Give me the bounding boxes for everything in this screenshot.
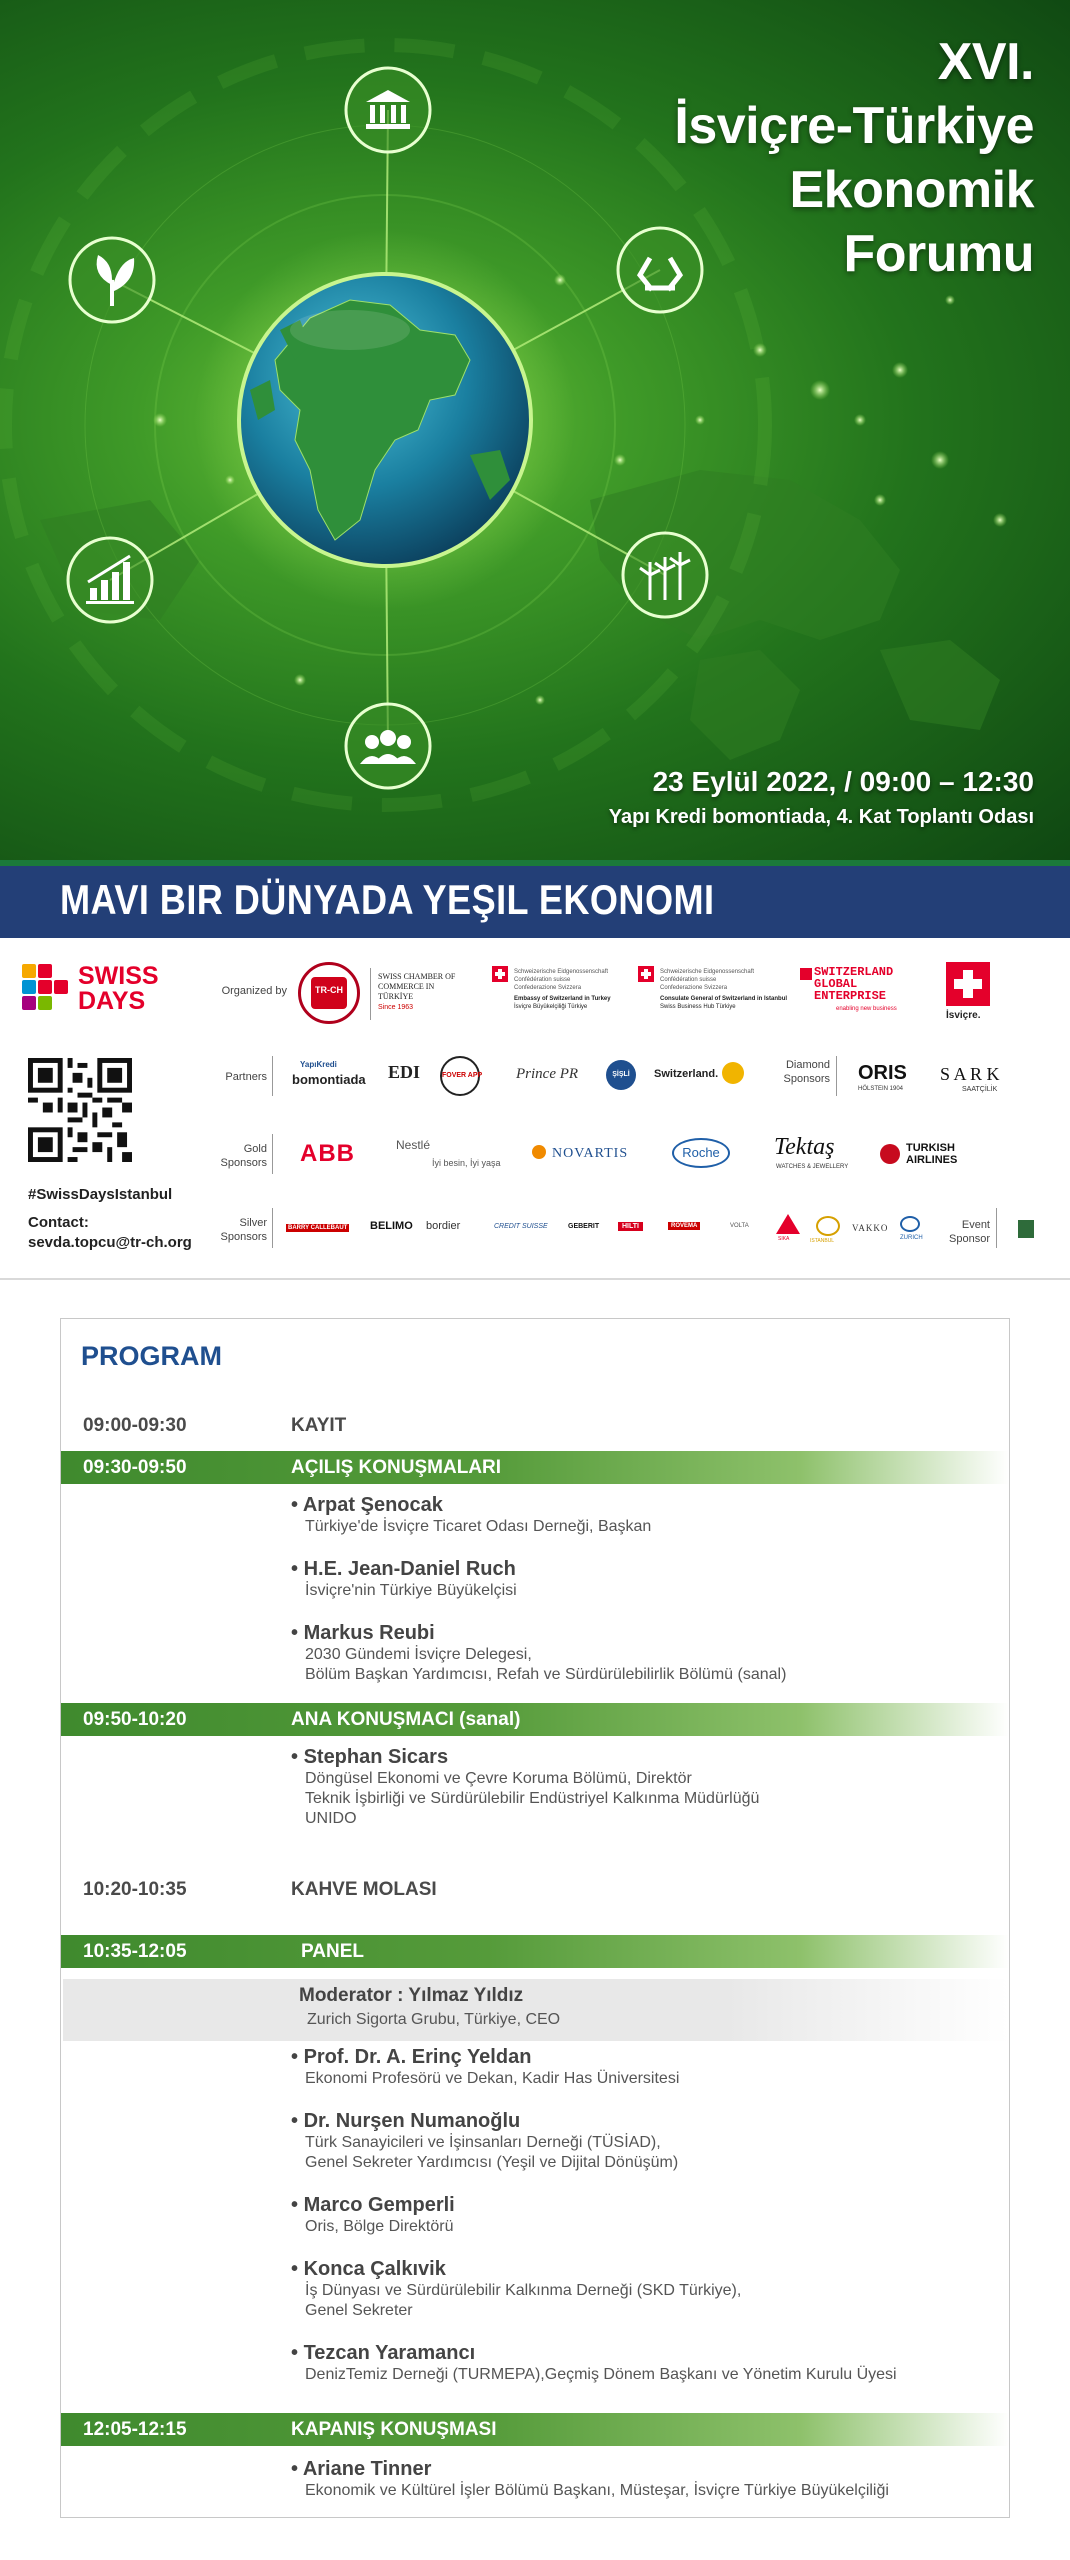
- novartis-flame-icon: [532, 1145, 546, 1159]
- theme-text: MAVI BIR DÜNYADA YEŞIL EKONOMI: [60, 876, 715, 923]
- agenda-time: 12:05-12:15: [83, 2419, 187, 2440]
- trch-badge: TR-CH: [315, 985, 343, 995]
- speaker-name-text: Dr. Nurşen Numanoğlu: [303, 2110, 521, 2132]
- consulate-confed-text: Schweizerische Eidgenossenschaft Confédération suisse Confederazione Svizzera: [660, 969, 755, 991]
- speaker-role: Türk Sanayicileri ve İşinsanları Derneği (TÜSİAD),: [305, 2134, 661, 2151]
- divider: [272, 1056, 273, 1096]
- divider: [272, 1134, 273, 1174]
- speaker-name: • Konca Çalkıvik: [291, 2258, 446, 2280]
- qr-code-icon: [28, 1058, 132, 1162]
- sge-flag-icon: [800, 968, 812, 980]
- speaker-name-text: H.E. Jean-Daniel Ruch: [303, 1558, 516, 1580]
- swiss-flag-icon: [492, 966, 508, 982]
- gold-label: Gold Sponsors: [220, 1143, 267, 1169]
- speaker-name-text: Prof. Dr. A. Erinç Yeldan: [303, 2046, 532, 2068]
- tektas-sub: WATCHES & JEWELLERY: [776, 1164, 849, 1170]
- trch-sub: Since 1963: [378, 1004, 414, 1011]
- speaker-role: Bölüm Başkan Yardımcısı, Refah ve Sürdürülebilirlik Bölümü (sanal): [305, 1666, 787, 1683]
- agenda-row: [61, 1935, 1009, 1968]
- embassy-sub: İsviçre Büyükelçiliği Türkiye: [514, 1004, 588, 1010]
- speaker-role: Genel Sekreter: [305, 2302, 413, 2319]
- speaker-name: • Stephan Sicars: [291, 1746, 449, 1768]
- title-line: Ekonomik: [789, 161, 1034, 219]
- istanbul-seal-icon: [816, 1216, 840, 1236]
- speaker-name: • Marco Gemperli: [291, 2194, 455, 2216]
- program-panel: [60, 1318, 1010, 2518]
- swiss-days-logo: [22, 960, 182, 1016]
- sika-logo: SIKA: [778, 1236, 790, 1242]
- speaker-entry: [291, 2457, 991, 2501]
- zurich-logo: ZURICH: [900, 1235, 923, 1241]
- turkish-airlines-icon: [880, 1144, 900, 1164]
- sge-word: ENTERPRISE: [814, 989, 887, 1003]
- agenda-row: [61, 1873, 1009, 1906]
- speaker-name-text: Stephan Sicars: [303, 1746, 449, 1768]
- swiss-days-word-1: SWISS: [78, 962, 159, 990]
- speaker-name-text: Ariane Tinner: [302, 2458, 432, 2480]
- speaker-name-text: Markus Reubi: [303, 1622, 435, 1644]
- speaker-entry: [291, 2109, 991, 2173]
- edi-logo: EDI: [388, 1062, 421, 1082]
- agenda-label: ANA KONUŞMACI (sanal): [291, 1709, 521, 1730]
- roche-logo: Roche: [672, 1138, 730, 1168]
- speaker-role: 2030 Gündemi İsviçre Delegesi,: [305, 1646, 532, 1663]
- speaker-role: Döngüsel Ekonomi ve Çevre Koruma Bölümü, Direktör: [305, 1770, 692, 1787]
- speaker-role: Oris, Bölge Direktörü: [305, 2218, 454, 2235]
- agenda-time: 09:30-09:50: [83, 1457, 187, 1478]
- speaker-role: Genel Sekreter Yardımcısı (Yeşil ve Dijital Dönüşüm): [305, 2154, 679, 2171]
- agenda-row: [61, 2413, 1009, 2446]
- rovema-logo: ROVEMA: [668, 1222, 700, 1230]
- program-title: PROGRAM: [81, 1341, 222, 1371]
- forum-title: [674, 30, 1034, 286]
- zurich-icon: [900, 1216, 920, 1232]
- barry-callebaut-logo: BARRY CALLEBAUT: [288, 1225, 348, 1231]
- event-date: 23 Eylül 2022, / 09:00 – 12:30: [652, 766, 1034, 797]
- event-sponsor-logo-icon: [1018, 1220, 1034, 1238]
- speaker-entry: [291, 1621, 991, 1685]
- agenda-row: [61, 1451, 1009, 1484]
- swiss-flag-icon: [638, 966, 654, 982]
- speaker-role: Teknik İşbirliği ve Sürdürülebilir Endüstriyel Kalkınma Müdürlüğü: [305, 1790, 760, 1807]
- agenda-time: 10:35-12:05: [83, 1941, 187, 1962]
- speaker-name-text: Marco Gemperli: [303, 2194, 455, 2216]
- speaker-role: UNIDO: [305, 1810, 357, 1827]
- isvicre-label: İsviçre.: [946, 1010, 981, 1021]
- speaker-role: Türkiye'de İsviçre Ticaret Odası Derneği, Başkan: [305, 1518, 652, 1535]
- isvicre-flag-icon: [946, 962, 990, 1006]
- hilti-logo: HILTI: [618, 1222, 643, 1231]
- diamond-label: Diamond Sponsors: [783, 1059, 830, 1085]
- oris-logo: ORIS: [858, 1062, 907, 1084]
- speaker-entry: [291, 2341, 991, 2385]
- sisli-logo: ŞİŞLİ: [606, 1060, 636, 1090]
- divider: [272, 1208, 273, 1248]
- istanbul-logo: ISTANBUL: [810, 1238, 835, 1244]
- moderator-box: [63, 1979, 1009, 2041]
- embassy-name: Embassy of Switzerland in Turkey: [514, 996, 611, 1002]
- consulate-sub: Swiss Business Hub Türkiye: [660, 1004, 736, 1010]
- embassy-confed-text: Schweizerische Eidgenossenschaft Confédération suisse Confederazione Svizzera: [514, 969, 609, 991]
- sge-logo: [814, 966, 893, 1002]
- speaker-entry: [291, 2045, 991, 2089]
- sge-word: SWITZERLAND: [814, 965, 894, 979]
- credit-suisse-logo: CREDIT SUISSE: [494, 1223, 548, 1230]
- turkish-airlines-logo: TURKISH AIRLINES: [906, 1142, 958, 1166]
- agenda-row: [61, 1409, 1009, 1442]
- switzerland-logo: Switzerland.: [654, 1068, 719, 1080]
- title-line: Forumu: [843, 225, 1034, 283]
- speaker-name-text: Konca Çalkıvik: [303, 2258, 446, 2280]
- speaker-entry: [291, 2257, 991, 2321]
- agenda-time: 09:00-09:30: [83, 1415, 187, 1436]
- event-venue: Yapı Kredi bomontiada, 4. Kat Toplantı Odası: [608, 806, 1034, 828]
- partners-label: Partners: [225, 1071, 267, 1083]
- speaker-entry: [291, 1557, 991, 1601]
- geberit-logo: GEBERIT: [568, 1223, 600, 1230]
- theme-banner: [0, 860, 1070, 938]
- speaker-role: Ekonomik ve Kültürel İşler Bölümü Başkanı, Müsteşar, İsviçre Türkiye Büyükelçiliği: [305, 2482, 889, 2499]
- speaker-role: İş Dünyası ve Sürdürülebilir Kalkınma Derneği (SKD Türkiye),: [305, 2282, 742, 2299]
- nestle-slogan: İyi besin, İyi yaşa: [432, 1158, 501, 1168]
- speaker-name: • Markus Reubi: [291, 1622, 435, 1644]
- speaker-name: • Prof. Dr. A. Erinç Yeldan: [291, 2046, 532, 2068]
- volta-logo: VOLTA: [730, 1223, 749, 1229]
- contact-email[interactable]: sevda.topcu@tr-ch.org: [28, 1234, 192, 1251]
- event-sponsor-label: Event Sponsor: [949, 1219, 990, 1245]
- speaker-name: • Tezcan Yaramancı: [291, 2342, 476, 2364]
- agenda-label: KAPANIŞ KONUŞMASI: [291, 2419, 497, 2440]
- agenda-label: PANEL: [301, 1941, 364, 1962]
- speaker-entry: [291, 2193, 991, 2237]
- hero-poster: [0, 0, 1070, 860]
- agenda-time: 10:20-10:35: [83, 1879, 187, 1900]
- speaker-role: Ekonomi Profesörü ve Dekan, Kadir Has Üniversitesi: [305, 2070, 680, 2087]
- contact-label: Contact:: [28, 1214, 89, 1231]
- divider: [370, 968, 371, 1020]
- yapikredi-logo: YapıKredi: [300, 1060, 337, 1069]
- sponsors-section: [0, 938, 1070, 1280]
- bordier-logo: bordier: [426, 1220, 461, 1232]
- oris-sub: HÖLSTEIN 1904: [858, 1086, 904, 1092]
- title-line: XVI.: [937, 33, 1034, 91]
- tektas-logo: Tektaş: [774, 1134, 835, 1160]
- sge-sub: enabling new business: [836, 1006, 897, 1012]
- speaker-name: • Ariane Tinner: [291, 2458, 432, 2480]
- abb-logo: ABB: [300, 1140, 355, 1167]
- novartis-logo: NOVARTIS: [552, 1146, 629, 1161]
- prince-pr-logo: Prince PR: [516, 1066, 579, 1082]
- bomontiada-logo: bomontiada: [292, 1072, 366, 1087]
- speaker-name: • H.E. Jean-Daniel Ruch: [291, 1558, 516, 1580]
- belimo-logo: BELIMO: [370, 1220, 413, 1232]
- speaker-role: İsviçre'nin Türkiye Büyükelçisi: [305, 1582, 517, 1599]
- agenda-label: KAHVE MOLASI: [291, 1879, 437, 1900]
- sika-logo-icon: [776, 1214, 800, 1234]
- trch-name: SWISS CHAMBER OF COMMERCE IN TÜRKİYE: [378, 972, 456, 1001]
- speaker-role: DenizTemiz Derneği (TURMEPA),Geçmiş Dönem Başkanı ve Yönetim Kurulu Üyesi: [305, 2366, 897, 2383]
- vakko-logo: VAKKO: [852, 1223, 889, 1233]
- divider: [996, 1208, 997, 1248]
- moderator-role: Zurich Sigorta Grubu, Türkiye, CEO: [307, 2011, 561, 2028]
- sark-logo: S A R K: [940, 1064, 1000, 1084]
- speaker-name-text: Arpat Şenocak: [302, 1494, 443, 1516]
- swiss-days-word-2: DAYS: [78, 987, 146, 1015]
- nestle-logo: Nestlé: [396, 1138, 431, 1152]
- title-line: İsviçre-Türkiye: [674, 97, 1034, 155]
- speaker-entry: [291, 1493, 991, 1537]
- sge-word: GLOBAL: [814, 977, 858, 991]
- divider: [836, 1056, 837, 1096]
- sark-sub: SAATÇİLİK: [962, 1086, 998, 1093]
- speaker-entry: [291, 1745, 991, 1829]
- speaker-name: • Arpat Şenocak: [291, 1494, 443, 1516]
- speaker-name: • Dr. Nurşen Numanoğlu: [291, 2110, 521, 2132]
- silver-label: Silver Sponsors: [220, 1217, 267, 1243]
- moderator-name: Moderator : Yılmaz Yıldız: [299, 1985, 524, 2006]
- switzerland-sun-icon: [722, 1062, 744, 1084]
- consulate-name: Consulate General of Switzerland in Istanbul: [660, 996, 788, 1002]
- trch-seal-logo: [298, 962, 360, 1024]
- agenda-label: AÇILIŞ KONUŞMALARI: [291, 1457, 502, 1478]
- speaker-name-text: Tezcan Yaramancı: [303, 2342, 476, 2364]
- swiss-days-wordmark: [78, 964, 159, 1014]
- fover-app-logo: FOVER APP: [440, 1056, 480, 1096]
- hashtag: #SwissDaysIstanbul: [28, 1186, 173, 1203]
- agenda-row: [61, 1703, 1009, 1736]
- agenda-label: KAYIT: [291, 1415, 347, 1436]
- agenda-time: 09:50-10:20: [83, 1709, 187, 1730]
- swiss-days-mark-icon: [22, 964, 72, 1014]
- organized-by-label: Organized by: [221, 985, 287, 997]
- globe-icon: [239, 274, 531, 566]
